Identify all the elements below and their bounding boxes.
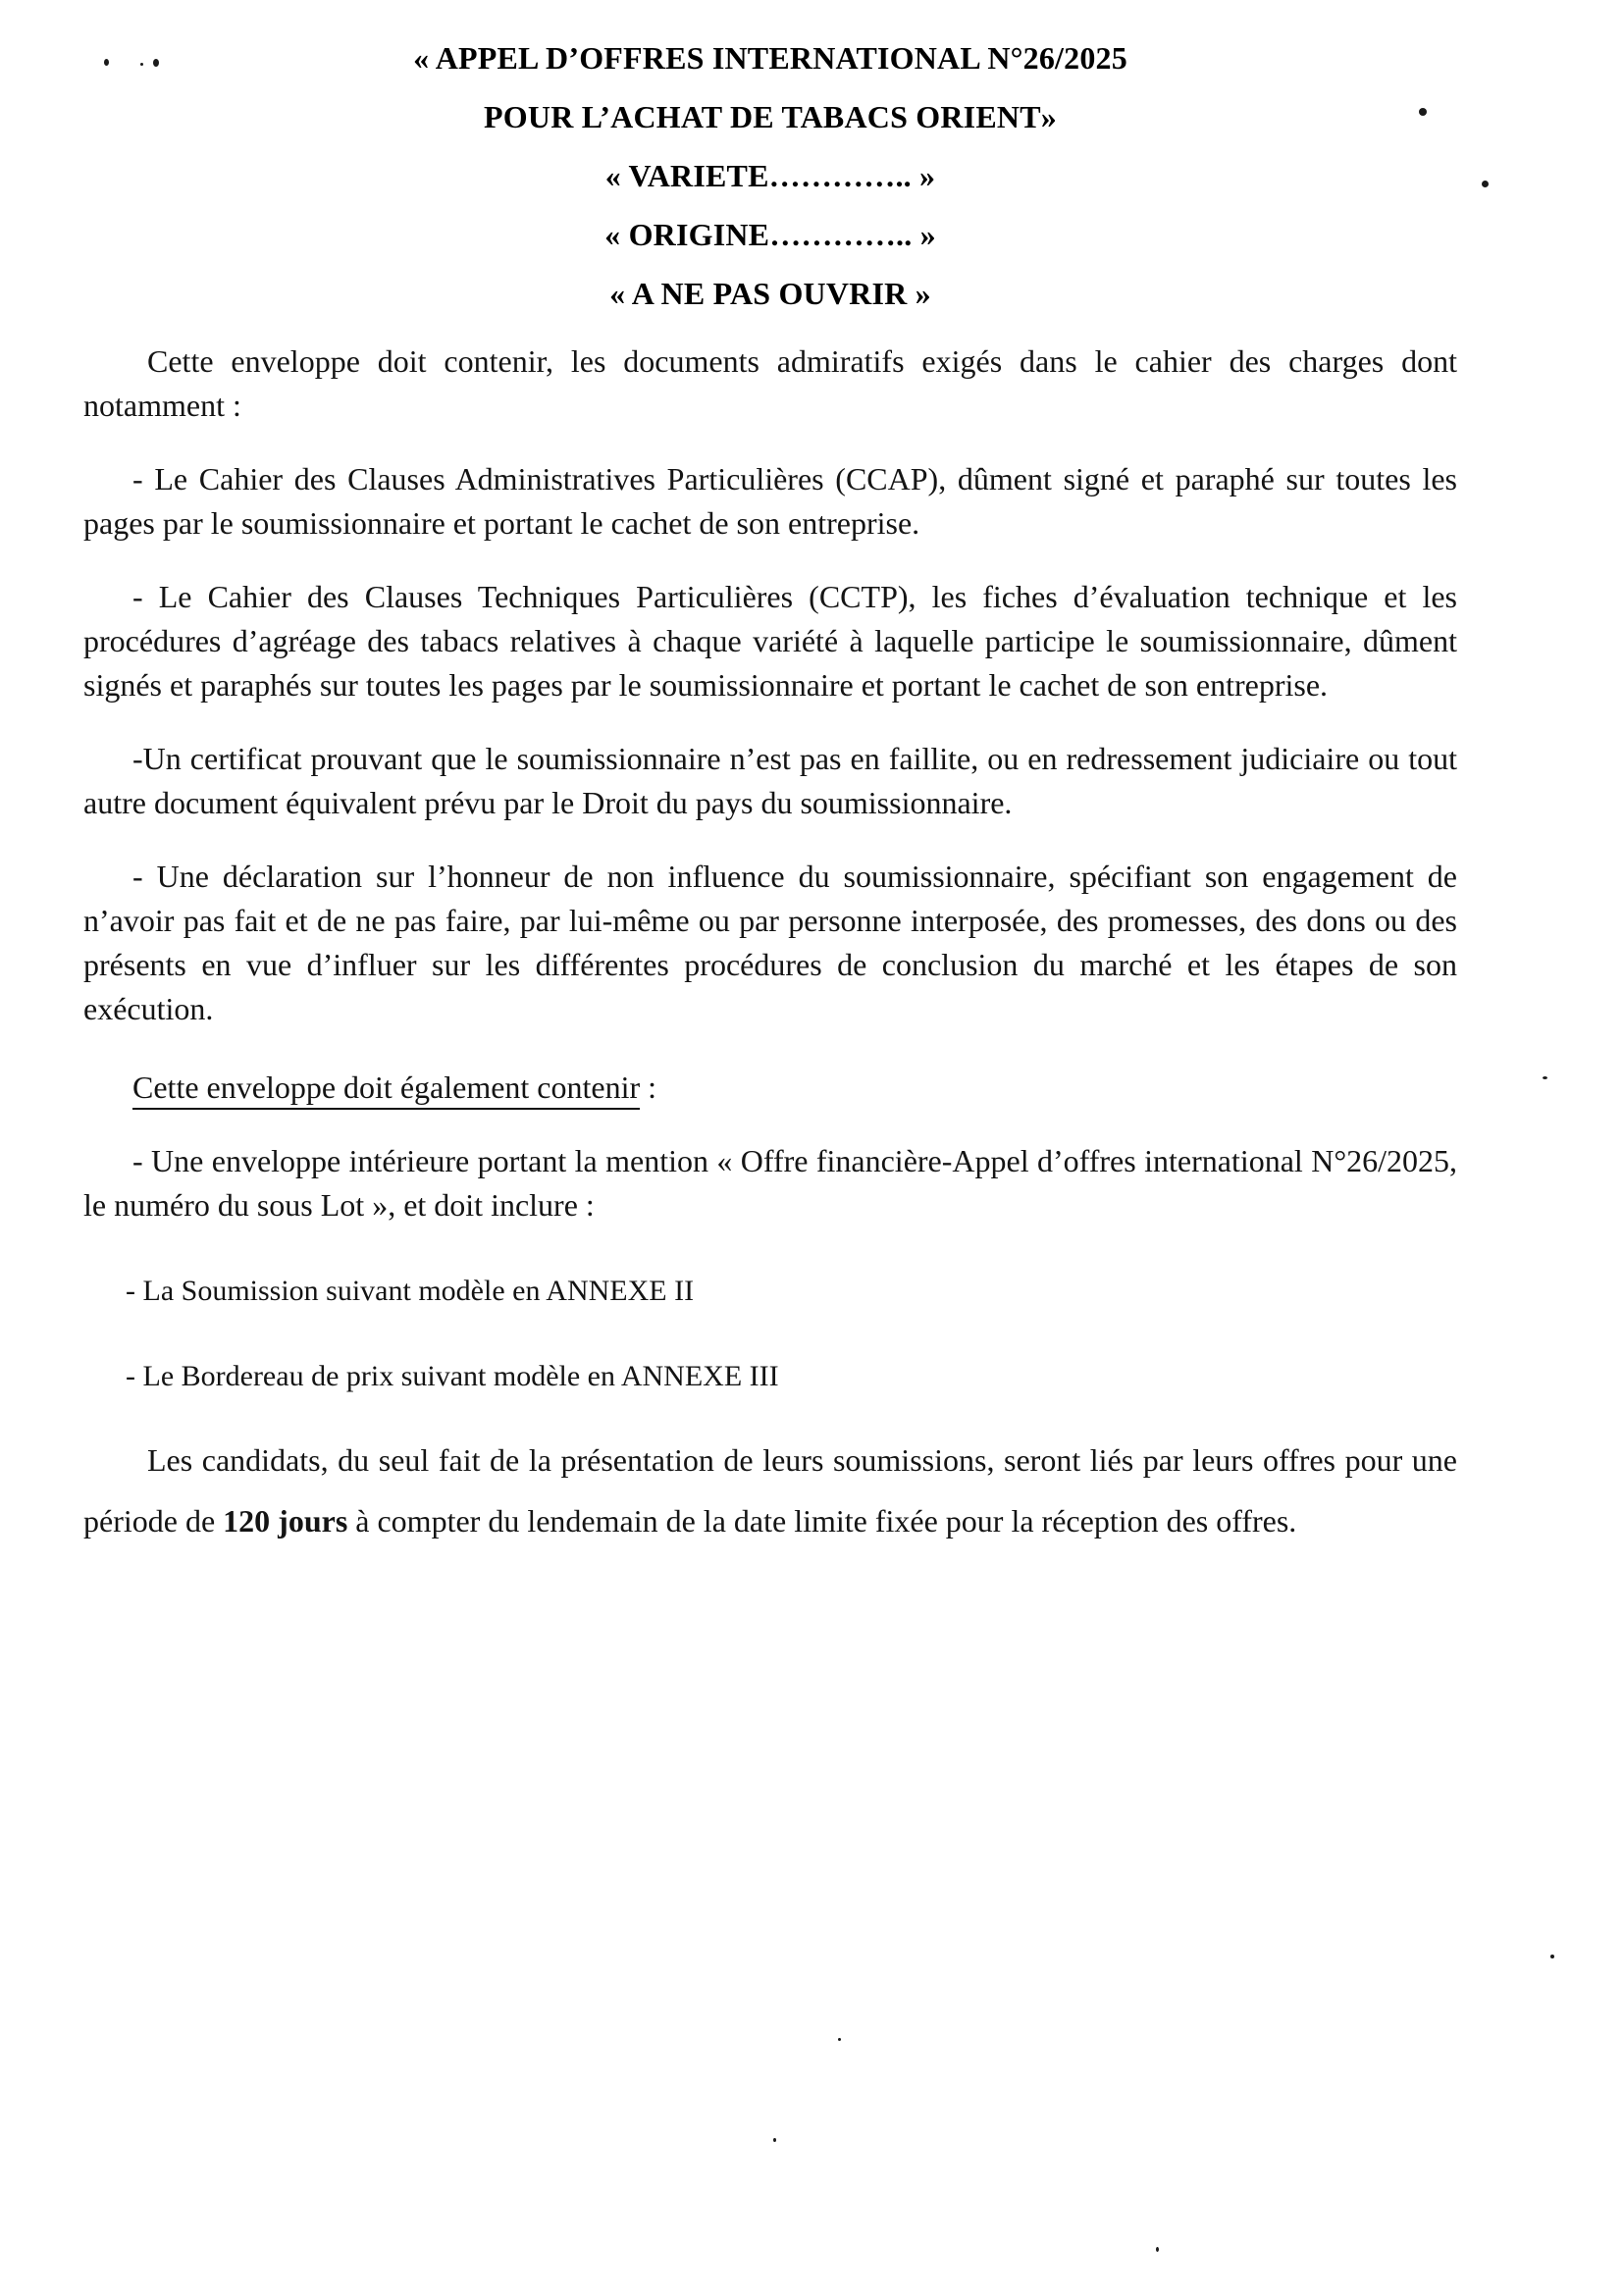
heading-colon: :: [640, 1070, 657, 1105]
document-header: [83, 39, 1457, 312]
title-line-ne-pas-ouvrir: « A NE PAS OUVRIR »: [609, 276, 931, 311]
closing-text-after: à compter du lendemain de la date limite fixée pour la réception des offres.: [347, 1503, 1297, 1539]
title-line-appel-offres: « APPEL D’OFFRES INTERNATIONAL N°26/2025: [413, 40, 1127, 76]
paragraph-intro: Cette enveloppe doit contenir, les documents admiratifs exigés dans le cahier des charges dont notamment :: [83, 343, 1457, 423]
paragraph-annexe-soumission: - La Soumission suivant modèle en ANNEXE II: [126, 1275, 695, 1307]
scan-speck: [1543, 1076, 1547, 1079]
heading-underlined-text: Cette enveloppe doit également contenir: [132, 1070, 640, 1110]
scan-speck: [153, 59, 159, 67]
paragraph-enveloppe-interieure: - Une enveloppe intérieure portant la mention « Offre financière-Appel d’offres international N°26/2025, le numéro du sous Lot », et doit inclure :: [83, 1143, 1457, 1223]
scan-speck: [1482, 181, 1489, 187]
title-line-origine: « ORIGINE………….. »: [604, 217, 936, 252]
scan-speck: [1550, 1955, 1554, 1958]
closing-text-before: Les candidats, du seul fait de la présentation de leurs soumissions, seront liés par leurs offres pour une période de: [83, 1442, 1457, 1539]
document-body: [83, 339, 1457, 1551]
section-heading-egalement-contenir: [83, 1066, 1457, 1110]
scan-speck: [838, 2038, 841, 2041]
scan-speck: [1419, 108, 1427, 116]
paragraph-declaration-honneur: - Une déclaration sur l’honneur de non influence du soumissionnaire, spécifiant son engagement de n’avoir pas fait et de ne pas faire, par lui-même ou par personne interposée, des promesses, des dons ou des présents en vue d’influer sur les différentes procédures de conclusion du marché et les étapes de son exécution.: [83, 859, 1457, 1026]
scan-speck: [104, 59, 109, 66]
scan-speck: [140, 63, 143, 66]
paragraph-ccap: - Le Cahier des Clauses Administratives Particulières (CCAP), dûment signé et paraphé sur toutes les pages par le soumissionnaire et portant le cachet de son entreprise.: [83, 461, 1457, 541]
scan-speck: [773, 2138, 776, 2142]
document-content: [83, 39, 1457, 1551]
paragraph-engagement-offres: [83, 1430, 1457, 1551]
title-line-variete: « VARIETE………….. »: [604, 158, 936, 193]
paragraph-cctp: - Le Cahier des Clauses Techniques Particulières (CCTP), les fiches d’évaluation technique et les procédures d’agréage des tabacs relatives à chaque variété à laquelle participe le soumissionnaire, dûment signés et paraphés sur toutes les pages par le soumissionnaire et portant le cachet de son entreprise.: [83, 579, 1457, 703]
paragraph-annexe-bordereau: - Le Bordereau de prix suivant modèle en ANNEXE III: [126, 1360, 779, 1392]
paragraph-certificat-faillite: -Un certificat prouvant que le soumissionnaire n’est pas en faillite, ou en redressement judiciaire ou tout autre document équivalent prévu par le Droit du pays du soumissionnaire.: [83, 741, 1457, 820]
closing-bold-duration: 120 jours: [223, 1503, 348, 1539]
scan-speck: [1156, 2247, 1159, 2252]
title-line-achat-tabacs: POUR L’ACHAT DE TABACS ORIENT»: [484, 99, 1057, 134]
